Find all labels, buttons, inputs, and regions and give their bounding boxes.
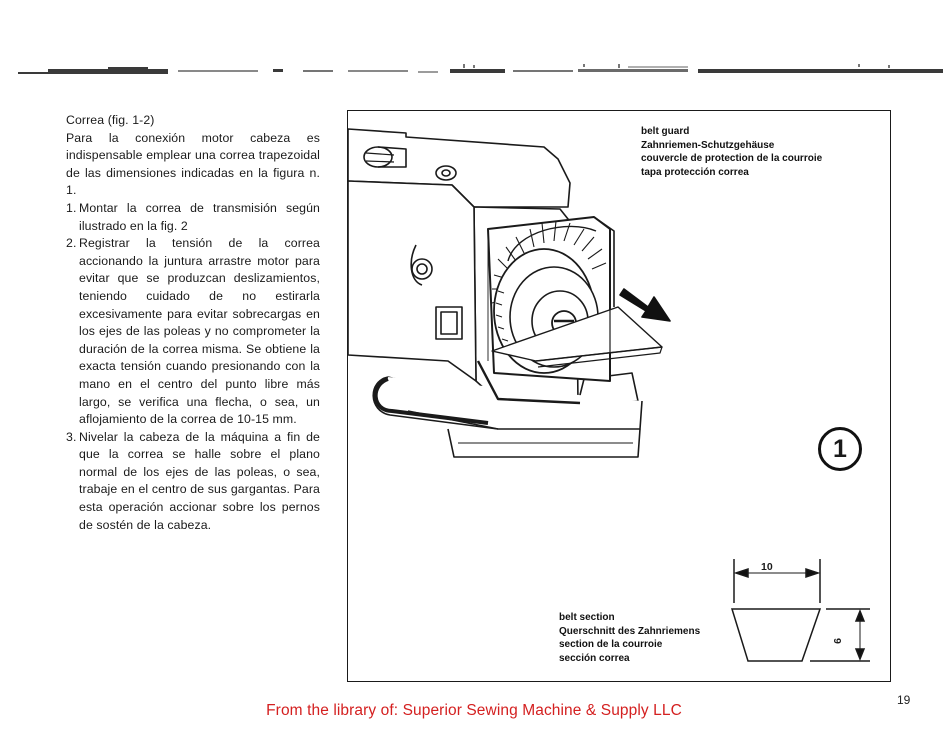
belt-guard-label-en: belt guard — [641, 126, 690, 137]
step-number: 1. — [66, 200, 77, 215]
belt-section-label-en: belt section — [559, 612, 615, 623]
intro-paragraph: Para la conexión motor cabeza es indispensable emplear una correa trapezoidal de las dimensiones indicadas en la figura n. 1. — [66, 130, 320, 198]
belt-section-labels — [559, 611, 700, 665]
machine-illustration — [348, 111, 889, 680]
belt-guard-label-es: tapa protección correa — [641, 166, 749, 178]
belt-guard-label-fr: couvercle de protection de la courroie — [641, 153, 823, 165]
figure-number-circle: 1 — [818, 427, 862, 471]
belt-section-label-fr: section de la courroie — [559, 639, 663, 651]
library-footer — [0, 702, 950, 720]
belt-guard-label-de: Zahnriemen-Schutzgehäuse — [641, 139, 775, 151]
belt-section-label-de: Querschnitt des Zahnriemens — [559, 625, 701, 637]
belt-section-label-es: sección correa — [559, 652, 630, 664]
dimension-width-label: 10 — [761, 561, 773, 573]
library-footer-text: From the library of: Superior Sewing Machine & Supply LLC — [266, 702, 682, 719]
section-heading: Correa (fig. 1-2) — [66, 113, 155, 127]
figure-1-box — [347, 110, 891, 682]
step-number: 2. — [66, 236, 77, 251]
belt-guard-labels — [641, 125, 822, 179]
instructions-column — [66, 112, 320, 534]
step-text: Montar la correa de transmisión según ilustrado en la fig. 2 — [79, 200, 320, 233]
step-item — [66, 235, 320, 429]
scan-artifact-band — [18, 64, 943, 78]
steps-list — [66, 200, 320, 534]
dimension-height-label: 6 — [831, 638, 844, 644]
page-number: 19 — [897, 693, 911, 707]
step-number: 3. — [66, 429, 77, 444]
step-text: Registrar la tensión de la correa accionando la juntura arrastre motor para evitar que se produzcan deslizamientos, teniendo cuidado de no estirarla excesivamente para evitar sobrecargas en los ejes de las poleas y no comprometer la duración de la correa misma. Se obtiene la exacta tensión cuando presionando con la mano en el centro del punto libre más largo, se verifica una flecha, o sea, un aflojamiento de la correa de 10-15 mm. — [79, 236, 320, 427]
step-item — [66, 429, 320, 535]
step-item — [66, 200, 320, 235]
step-text: Nivelar la cabeza de la máquina a fin de que la correa se halle sobre el plano normal de los ejes de las poleas, o sea, trabaje en el centro de sus gargantas. Para esta operación accionar sobre los pernos de sostén de la cabeza. — [79, 429, 320, 532]
